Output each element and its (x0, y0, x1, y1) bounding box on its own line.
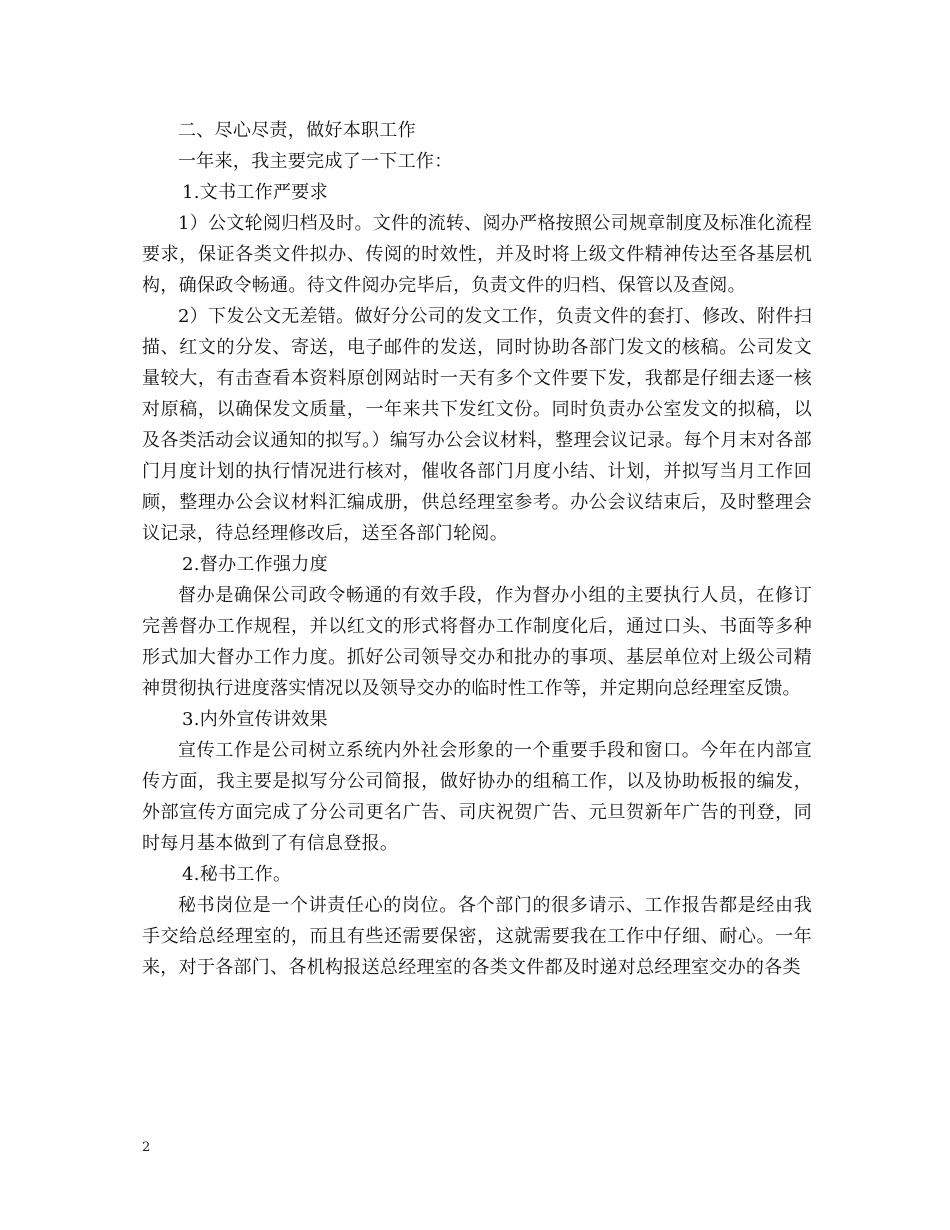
paragraph-supervision: 督办是确保公司政令畅通的有效手段，作为督办小组的主要执行人员，在修订完善督办工作规程，并以红文的形式将督办工作制度化后，通过口头、书面等多种形式加大督办工作力度。抓好公司领导交办和批办的事项、基层单位对上级公司精神贯彻执行进度落实情况以及领导交办的临时性工作等，并定期向总经理室反馈。 (142, 585, 812, 699)
paragraph-archiving: 1）公文轮阅归档及时。文件的流转、阅办严格按照公司规章制度及标准化流程要求，保证各类文件拟办、传阅的时效性，并及时将上级文件精神传达至各基层机构，确保政令畅通。待文件阅办完毕后，负责文件的归档、保管以及查阅。 (142, 213, 812, 296)
section-heading: 二、尽心尽责，做好本职工作 (178, 120, 416, 141)
page-number: 2 (142, 1140, 151, 1155)
subheading-document-work: 1.文书工作严要求 (182, 182, 328, 203)
intro-paragraph: 一年来，我主要完成了一下工作： (178, 151, 453, 172)
subheading-publicity: 3.内外宣传讲效果 (182, 709, 328, 730)
paragraph-publicity: 宣传工作是公司树立系统内外社会形象的一个重要手段和窗口。今年在内部宣传方面，我主要是拟写分公司简报，做好协办的组稿工作，以及协助板报的编发，外部宣传方面完成了分公司更名广告、司庆祝贺广告、元旦贺新年广告的刊登，同时每月基本做到了有信息登报。 (142, 740, 812, 854)
paragraph-dispatch: 2）下发公文无差错。做好分公司的发文工作，负责文件的套打、修改、附件扫描、红文的分发、寄送，电子邮件的发送，同时协助各部门发文的核稿。公司发文量较大，有击查看本资料原创网站时一天有多个文件要下发，我都是仔细去逐一核对原稿，以确保发文质量，一年来共下发红文份。同时负责办公室发文的拟稿，以及各类活动会议通知的拟写。）编写办公会议材料，整理会议记录。每个月末对各部门月度计划的执行情况进行核对，催收各部门月度小结、计划，并拟写当月工作回顾，整理办公会议材料汇编成册，供总经理室参考。办公会议结束后，及时整理会议记录，待总经理修改后，送至各部门轮阅。 (142, 306, 812, 544)
subheading-secretary: 4.秘书工作。 (182, 864, 292, 885)
document-body (142, 115, 812, 983)
paragraph-secretary: 秘书岗位是一个讲责任心的岗位。各个部门的很多请示、工作报告都是经由我手交给总经理室的，而且有些还需要保密，这就需要我在工作中仔细、耐心。一年来，对于各部门、各机构报送总经理室的各类文件都及时递对总经理室交办的各类 (142, 895, 812, 978)
subheading-supervision: 2.督办工作强力度 (182, 554, 328, 575)
